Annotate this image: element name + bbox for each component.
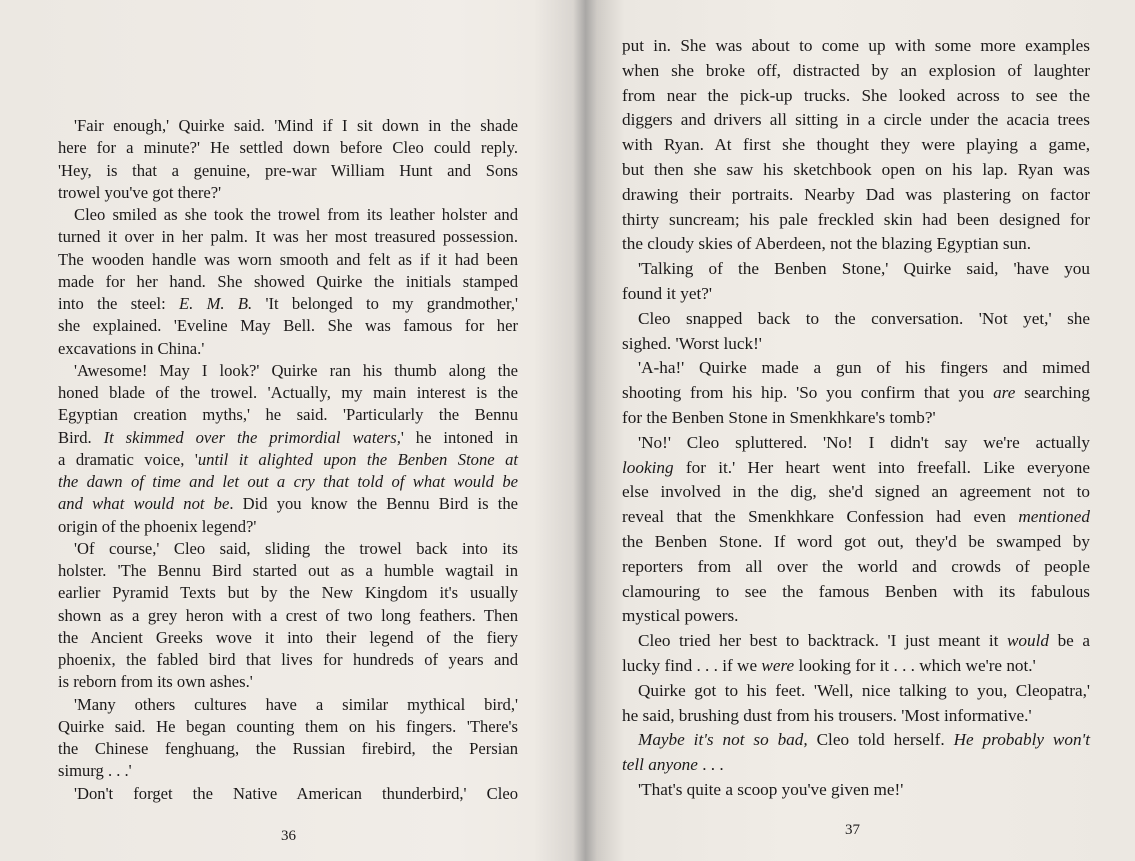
text-run: . . . [697,755,724,775]
text-run: she explained. 'Eveline May Bell. She was famous for her [58,316,518,336]
text-line [58,427,518,449]
text-run: the Chinese fenghuang, the Russian firebird, the Persian [58,739,518,758]
text-run: shown as a grey heron with a crest of two long feathers. Then [58,605,518,625]
text-run: 'No!' Cleo spluttered. 'No! I didn't say we're actually [638,432,1090,452]
text-run: 'A-ha!' Quirke made a gun of his fingers and mimed [638,358,1090,378]
text-line [58,671,518,693]
text-run: the Benben Stone. If word got out, they'd be swamped by [622,531,1090,551]
text-run: Egyptian creation myths,' he said. 'Particularly the Bennu [58,405,518,425]
text-run: holster. 'The Bennu Bird started out as a humble wagtail in [58,561,518,580]
text-run: Quirke said. He began counting them on his fingers. 'There's [58,716,518,736]
text-run: made for her hand. She showed Quirke the initials stamped [58,271,518,291]
text-run: be a [1049,631,1090,651]
text-run: sighed. 'Worst luck!' [622,333,762,353]
text-run: origin of the phoenix legend?' [58,516,257,536]
text-run: reporters from all over the world and crowds of people [622,556,1090,576]
text-run: 'Fair enough,' Quirke said. 'Mind if I sit down in the shade [74,116,518,135]
text-run: Bird. [58,427,104,447]
italic-text-run: are [993,383,1016,403]
text-run: he said, brushing dust from his trousers. 'Most informative.' [622,705,1032,725]
text-line [622,604,1090,629]
text-line [622,456,1090,481]
text-line [622,580,1090,605]
text-run: searching [1015,383,1090,403]
text-line [58,471,518,493]
text-line [58,582,518,604]
text-run: turned it over in her palm. It was her most treasured possession. [58,227,518,247]
text-line [622,133,1090,158]
text-line [58,627,518,649]
text-line [58,783,518,805]
text-run: mystical powers. [622,606,739,626]
text-run: for the Benben Stone in Smenkhkare's tomb?' [622,407,936,427]
text-line [58,338,518,360]
text-line [622,480,1090,505]
page-number-right: 37 [845,822,860,838]
text-line [622,158,1090,183]
text-run: lucky find . . . if we [622,655,762,675]
text-line [622,183,1090,208]
text-line [58,560,518,582]
italic-text-run: and what would not be [58,494,230,514]
text-run: Quirke got to his feet. 'Well, nice talking to you, Cleopatra,' [638,680,1090,700]
text-run: . Did you know the Bennu Bird is the [229,494,518,514]
italic-text-run: Maybe it's not so bad, [638,730,808,750]
text-run: earlier Pyramid Texts but by the New Kingdom it's usually [58,583,518,603]
text-run: is reborn from its own ashes.' [58,672,253,692]
text-line [58,404,518,426]
text-run: into the steel: [58,294,180,313]
text-line [622,307,1090,332]
text-run: 'Hey, is that a genuine, pre-war William Hunt and Sons [58,160,518,180]
text-line [622,629,1090,654]
text-line [58,115,518,137]
text-run: 'Talking of the Benben Stone,' Quirke said, 'have you [638,259,1090,279]
text-run: from near the pick-up trucks. She looked across to see the [622,85,1090,105]
text-line [58,538,518,560]
text-line [622,257,1090,282]
text-run: ' he intoned in [400,427,518,447]
text-line [58,605,518,627]
text-line [622,232,1090,257]
text-line [58,716,518,738]
text-run: but then she saw his sketchbook open on his lap. Ryan was [622,159,1090,179]
text-run: Cleo smiled as she took the trowel from its leather holster and [74,205,518,224]
text-run: honed blade of the trowel. 'Actually, my main interest is the [58,383,518,402]
italic-text-run: would [1006,631,1049,651]
text-line [622,728,1090,753]
text-run: phoenix, the fabled bird that lives for hundreds of years and [58,650,518,669]
text-line [622,431,1090,456]
text-line [58,360,518,382]
text-line [58,160,518,182]
text-line [622,654,1090,679]
text-line [622,381,1090,406]
text-run: else involved in the dig, she'd signed an agreement not to [622,482,1090,502]
text-line [622,530,1090,555]
text-run: 'Many others cultures have a similar mythical bird,' [74,694,518,714]
italic-text-run: E. M. B. [179,294,253,313]
text-run: the Ancient Greeks wove it into their legend of the fiery [58,627,518,647]
text-run: looking for it . . . which we're not.' [794,655,1036,675]
text-run: with Ryan. At first she thought they were playing a game, [622,135,1090,155]
text-line [622,208,1090,233]
text-run: 'It belonged to my grandmother,' [252,294,518,313]
italic-text-run: were [761,655,795,675]
italic-text-run: He probably won't [953,730,1090,750]
text-line [58,249,518,271]
text-line [58,760,518,782]
text-line [58,315,518,337]
text-run: a dramatic voice, ' [58,449,198,469]
text-line [58,226,518,248]
text-line [58,293,518,315]
text-line [58,493,518,515]
text-line [622,108,1090,133]
text-run: put in. She was about to come up with some more examples [622,36,1090,55]
text-run: 'Don't forget the Native American thunderbird,' Cleo [74,783,518,803]
text-run: 'Of course,' Cleo said, sliding the trowel back into its [74,538,518,558]
text-line [58,738,518,760]
text-run: reveal that the Smenkhkare Confession had even [622,507,1019,527]
page-number-left: 36 [281,828,296,844]
text-line [622,59,1090,84]
left-page-text [58,115,518,805]
text-run: shooting from his hip. 'So you confirm that you [622,383,994,403]
text-line [58,271,518,293]
text-run: simurg . . .' [58,761,132,781]
text-run: found it yet?' [622,283,712,303]
text-line [622,778,1090,803]
text-line [58,204,518,226]
text-line [58,182,518,204]
text-line [58,137,518,159]
text-run: excavations in China.' [58,338,205,358]
text-line [58,516,518,538]
italic-text-run: It skimmed over the primordial waters, [103,427,401,447]
text-run: clamouring to see the famous Benben with its fabulous [622,581,1090,601]
text-run: when she broke off, distracted by an explosion of laughter [622,60,1090,80]
text-run: diggers and drivers all sitting in a circle under the acacia trees [622,110,1090,130]
text-line [58,382,518,404]
text-run: Cleo told herself. [807,730,954,750]
text-run: The wooden handle was worn smooth and felt as if it had been [58,249,518,269]
text-run: here for a minute?' He settled down before Cleo could reply. [58,138,518,158]
text-line [622,505,1090,530]
text-line [58,449,518,471]
text-line [58,649,518,671]
text-line [622,34,1090,59]
right-page-text [622,34,1090,803]
text-run: 'Awesome! May I look?' Quirke ran his thumb along the [74,360,518,380]
text-run: thirty suncream; his pale freckled skin had been designed for [622,209,1090,229]
text-line [622,282,1090,307]
text-line [622,356,1090,381]
text-line [622,406,1090,431]
text-line [622,84,1090,109]
text-run: Cleo tried her best to backtrack. 'I just meant it [638,631,1007,651]
text-run: Cleo snapped back to the conversation. 'Not yet,' she [638,308,1090,328]
italic-text-run: the dawn of time and let out a cry that told of what would be [58,472,518,491]
text-run: for it.' Her heart went into freefall. Like everyone [673,457,1090,477]
text-run: 'That's quite a scoop you've given me!' [638,779,904,799]
text-line [622,679,1090,704]
text-line [622,555,1090,580]
text-line [622,704,1090,729]
text-run: drawing their portraits. Nearby Dad was plastering on factor [622,184,1090,204]
text-run: trowel you've got there?' [58,182,222,202]
italic-text-run: looking [622,457,674,477]
italic-text-run: mentioned [1018,507,1090,527]
text-line [622,332,1090,357]
italic-text-run: until it alighted upon the Benben Stone at [197,449,519,469]
italic-text-run: tell anyone [622,755,698,775]
text-line [58,694,518,716]
text-run: the cloudy skies of Aberdeen, not the blazing Egyptian sun. [622,234,1032,254]
text-line [622,753,1090,778]
